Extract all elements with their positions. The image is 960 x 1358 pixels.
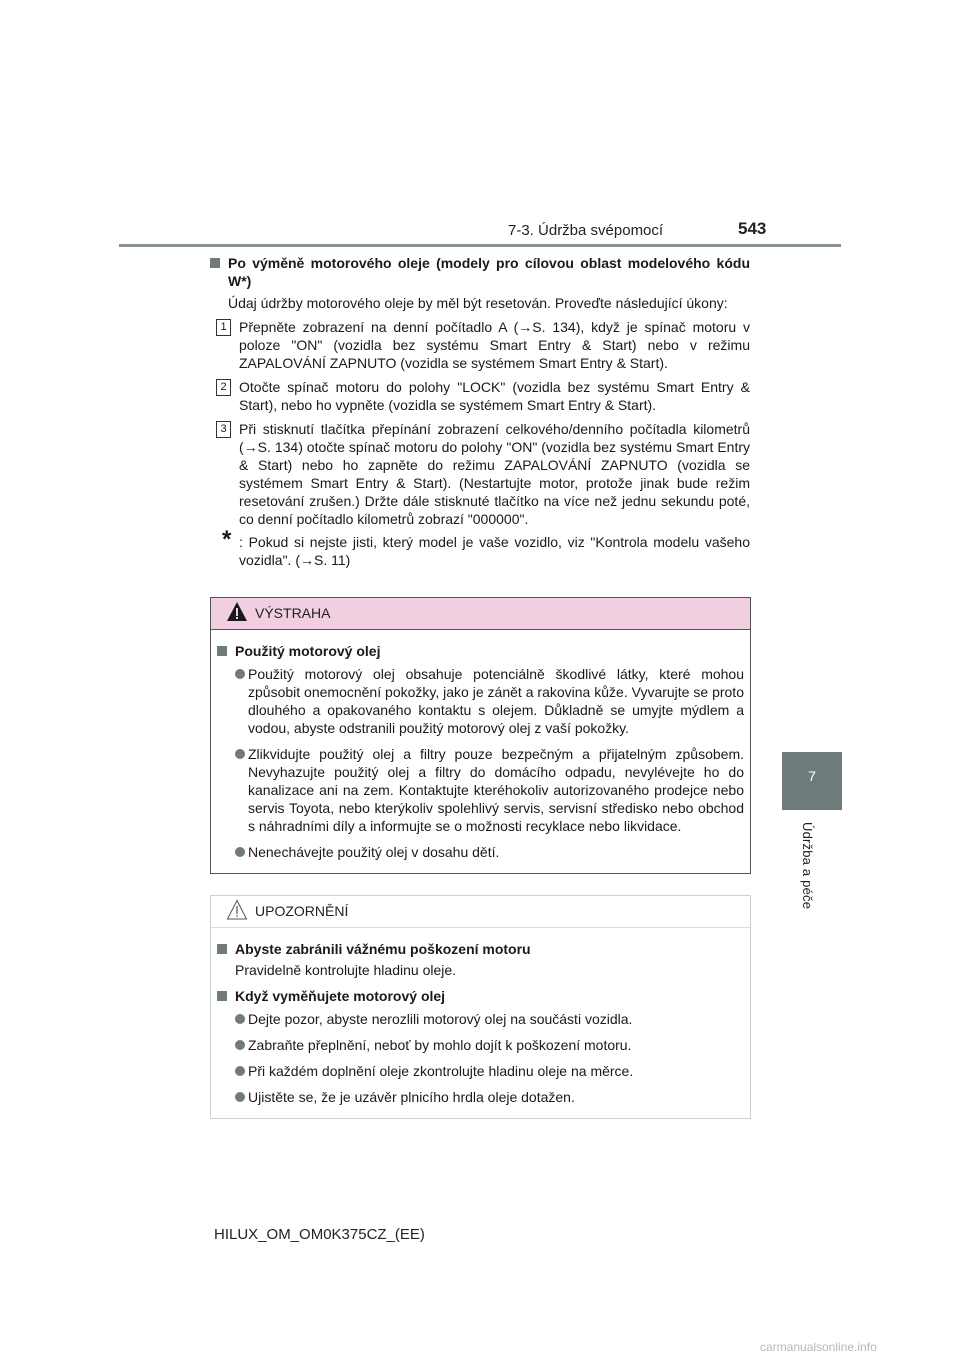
caution-heading-text: Abyste zabránili vážnému poškození motoru bbox=[235, 941, 531, 957]
list-item-text: Použitý motorový olej obsahuje potenciálně škodlivé látky, které mohou způsobit onemocnění pokožky, jako je zánět a rakovina kůže. Vyvarujte se proto dlouhého a opakovaného kontaktu s olejem. Důkladně se umyjte mýdlem a vodou, abyste odstranili použitý motorový olej z vaší pokožky. bbox=[248, 666, 744, 736]
step-number: 3 bbox=[216, 421, 231, 438]
page-number: 543 bbox=[738, 219, 767, 238]
footnote bbox=[210, 526, 750, 569]
step-text: Při stisknutí tlačítka přepínání zobrazení celkového/denního počítadla kilometrů (→S. 134) otočte spínač motoru do polohy "ON" (vozidla bez systému Smart Entry & Start) nebo ho zapněte do režimu ZAPALOVÁNÍ ZAPNUTO (vozidla se systémem Smart Entry & Start). (Nestartujte motor, protože jinak bude režim resetování zrušen.) Držte dále stisknuté tlačítko na více než jednu sekundu poté, co denní počítadlo kilometrů zobrazí "000000". bbox=[239, 421, 750, 527]
main-content bbox=[210, 254, 750, 569]
round-bullet-icon bbox=[235, 1040, 245, 1050]
list-item-text: Zlikvidujte použitý olej a filtry pouze bezpečným a přijatelným způsobem. Nevyhazujte použitý olej a filtry do domácího odpadu, nevylévejte ho do kanalizace ani na zem. Kontaktujte kteréhokoliv autorizovaného prodejce nebo servis Toyota, nebo kterýkoliv spolehlivý servis, servisní středisko nebo obchod s náhradními díly a informujte se o možnosti recyklace nebo likvidace. bbox=[248, 746, 744, 834]
square-bullet-icon bbox=[217, 944, 227, 954]
list-item-text: Ujistěte se, že je uzávěr plnicího hrdla oleje dotažen. bbox=[248, 1089, 575, 1105]
chapter-label: Údržba a péče bbox=[800, 822, 815, 910]
round-bullet-icon bbox=[235, 669, 245, 679]
square-bullet-icon bbox=[217, 991, 227, 1001]
step-list bbox=[210, 318, 750, 528]
step-item bbox=[210, 420, 750, 528]
round-bullet-icon bbox=[235, 749, 245, 759]
document-code: HILUX_OM_OM0K375CZ_(EE) bbox=[214, 1226, 425, 1243]
footnote-text: : Pokud si nejste jisti, který model je vaše vozidlo, viz "Kontrola modelu vašeho vozidla". (→S. 11) bbox=[239, 534, 750, 568]
list-item bbox=[217, 1062, 744, 1080]
round-bullet-icon bbox=[235, 1014, 245, 1024]
step-text: Přepněte zobrazení na denní počítadlo A (→S. 134), když je spínač motoru v poloze "ON" (vozidla bez systému Smart Entry & Start) nebo v režimu ZAPALOVÁNÍ ZAPNUTO (vozidla se systémem Smart Entry & Start). bbox=[239, 319, 750, 371]
intro-text: Údaj údržby motorového oleje by měl být resetován. Proveďte následující úkony: bbox=[228, 295, 728, 311]
square-bullet-icon bbox=[210, 258, 220, 268]
list-item bbox=[217, 745, 744, 835]
caution-heading bbox=[217, 940, 744, 958]
list-item bbox=[217, 665, 744, 737]
list-item bbox=[217, 1036, 744, 1054]
caution-heading-text: Když vyměňujete motorový olej bbox=[235, 988, 446, 1004]
step-number: 1 bbox=[216, 319, 231, 336]
list-item-text: Zabraňte přeplnění, neboť by mohlo dojít k poškození motoru. bbox=[248, 1037, 632, 1053]
warning-triangle-outline-icon bbox=[226, 899, 248, 921]
warning-title: VÝSTRAHA bbox=[255, 605, 331, 621]
step-number: 2 bbox=[216, 379, 231, 396]
caution-body bbox=[211, 928, 750, 1118]
caution-box bbox=[210, 895, 751, 1119]
step-item bbox=[210, 318, 750, 372]
round-bullet-icon bbox=[235, 1092, 245, 1102]
round-bullet-icon bbox=[235, 1066, 245, 1076]
chapter-number: 7 bbox=[808, 768, 816, 784]
warning-heading-text: Použitý motorový olej bbox=[235, 643, 381, 659]
list-item-text: Nenechávejte použitý olej v dosahu dětí. bbox=[248, 844, 500, 860]
watermark: carmanualsonline.info bbox=[760, 1340, 877, 1354]
caution-text: Pravidelně kontrolujte hladinu oleje. bbox=[235, 962, 457, 978]
chapter-tab bbox=[782, 752, 842, 810]
warning-header bbox=[211, 598, 750, 630]
warning-box bbox=[210, 597, 751, 874]
caution-header bbox=[211, 896, 750, 928]
warning-triangle-filled-icon bbox=[226, 601, 248, 623]
round-bullet-icon bbox=[235, 847, 245, 857]
section-heading bbox=[210, 254, 750, 290]
header-rule bbox=[119, 244, 841, 247]
section-title: 7-3. Údržba svépomocí bbox=[508, 222, 664, 239]
list-item bbox=[217, 843, 744, 861]
heading-text: Po výměně motorového oleje (modely pro cílovou oblast modelového kódu W*) bbox=[228, 255, 750, 289]
caution-title: UPOZORNĚNÍ bbox=[255, 903, 349, 919]
warning-heading bbox=[217, 642, 744, 660]
list-item bbox=[217, 1088, 744, 1106]
footnote-mark: * bbox=[222, 526, 232, 553]
list-item bbox=[217, 1010, 744, 1028]
step-item bbox=[210, 378, 750, 414]
list-item-text: Dejte pozor, abyste nerozlili motorový olej na součásti vozidla. bbox=[248, 1011, 633, 1027]
warning-body bbox=[211, 630, 750, 873]
list-item-text: Při každém doplnění oleje zkontrolujte hladinu oleje na měrce. bbox=[248, 1063, 634, 1079]
caution-heading bbox=[217, 987, 744, 1005]
square-bullet-icon bbox=[217, 646, 227, 656]
step-text: Otočte spínač motoru do polohy "LOCK" (vozidla bez systému Smart Entry & Start), nebo ho vypněte (vozidla se systémem Smart Entry & Start). bbox=[239, 379, 750, 413]
